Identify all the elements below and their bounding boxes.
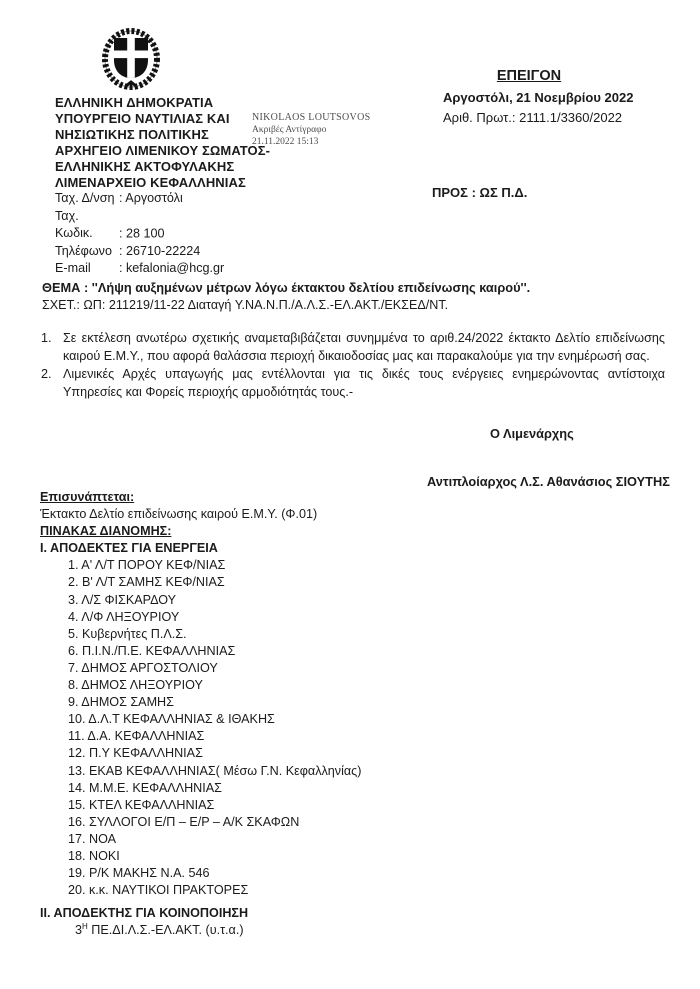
org-line: ΛΙΜΕΝΑΡΧΕΙΟ ΚΕΦΑΛΛΗΝΙΑΣ — [55, 174, 246, 190]
contact-value: : kefalonia@hcg.gr — [119, 261, 225, 275]
letterhead-org-block — [55, 95, 270, 190]
distribution-item: 19. Ρ/Κ ΜΑΚΗΣ Ν.Α. 546 — [68, 866, 210, 881]
subject-line: ΘΕΜΑ : ''Λήψη αυξημένων μέτρων λόγω έκτακτου δελτίου επιδείνωσης καιρού''. — [42, 280, 531, 295]
greek-coat-of-arms-emblem — [100, 26, 162, 92]
org-line: ΥΠΟΥΡΓΕΙΟ ΝΑΥΤΙΛΙΑΣ ΚΑΙ — [55, 110, 230, 126]
distribution-item: 9. ΔΗΜΟΣ ΣΑΜΗΣ — [68, 695, 174, 710]
distribution-item: 6. Π.Ι.Ν./Π.Ε. ΚΕΦΑΛΛΗΝΙΑΣ — [68, 643, 236, 658]
stamp-datetime: 21.11.2022 15:13 — [252, 137, 319, 147]
org-line: ΝΗΣΙΩΤΙΚΗΣ ΠΟΛΙΤΙΚΗΣ — [55, 126, 209, 142]
contact-value: : Αργοστόλι — [119, 191, 183, 205]
contact-row-address — [55, 190, 224, 208]
reference-line: ΣΧΕΤ.: ΩΠ: 211219/11-22 Διαταγή Υ.ΝΑ.Ν.Π./Α.Λ.Σ.-ΕΛ.ΑΚΤ./ΕΚΣΕΔ/ΝΤ. — [42, 298, 449, 312]
contact-row-postcode — [55, 208, 224, 243]
distribution-item: 12. Π.Υ ΚΕΦΑΛΛΗΝΙΑΣ — [68, 746, 203, 761]
distribution-item: 2. Β' Λ/Τ ΣΑΜΗΣ ΚΕΦ/ΝΙΑΣ — [68, 575, 225, 590]
stamp-signer-name: NIKOLAOS LOUTSOVOS — [252, 112, 371, 123]
distribution-item: 10. Δ.Λ.Τ ΚΕΦΑΛΛΗΝΙΑΣ & ΙΘΑΚΗΣ — [68, 712, 275, 727]
distribution-item: 4. Λ/Φ ΛΗΞΟΥΡΙΟΥ — [68, 609, 180, 624]
header-right-block — [443, 68, 634, 125]
distribution-cc-item — [40, 922, 361, 939]
body-paragraph — [40, 330, 665, 366]
distribution-item: 20. κ.κ. ΝΑΥΤΙΚΟΙ ΠΡΑΚΤΟΡΕΣ — [68, 883, 249, 898]
attachment-item: Έκτακτο Δελτίο επιδείνωσης καιρού Ε.Μ.Υ. (Φ.01) — [40, 507, 318, 522]
contact-block — [55, 190, 224, 278]
distribution-item: 15. ΚΤΕΛ ΚΕΦΑΛΛΗΝΙΑΣ — [68, 797, 215, 812]
signatory-name: Αντιπλοίαρχος Λ.Σ. Αθανάσιος ΣΙΟΥΤΗΣ — [427, 474, 670, 489]
distribution-item: 14. Μ.Μ.Ε. ΚΕΦΑΛΛΗΝΙΑΣ — [68, 780, 222, 795]
stamp-certified-copy-label: Ακριβές Αντίγραφο — [252, 125, 327, 135]
contact-label: Ταχ. Κωδικ. — [55, 208, 93, 240]
cc-item-number: 3 — [75, 923, 83, 938]
distribution-item: 1. Α' Λ/Τ ΠΟΡΟΥ ΚΕΦ/ΝΙΑΣ — [68, 558, 226, 573]
distribution-section1-title: Ι. ΑΠΟΔΕΚΤΕΣ ΓΙΑ ΕΝΕΡΓΕΙΑ — [40, 541, 218, 556]
signatory-title: Ο Λιμενάρχης — [490, 426, 574, 441]
distribution-item: 5. Κυβερνήτες Π.Λ.Σ. — [68, 626, 187, 641]
distribution-item: 13. ΕΚΑΒ ΚΕΦΑΛΛΗΝΙΑΣ( Μέσω Γ.Ν. Κεφαλληνίας) — [68, 763, 362, 778]
place-and-date: Αργοστόλι, 21 Νοεμβρίου 2022 — [443, 90, 634, 105]
org-line: ΕΛΛΗΝΙΚΗΣ ΑΚΤΟΦΥΛΑΚΗΣ — [55, 158, 235, 174]
contact-value: : 28 100 — [119, 226, 165, 240]
org-line: ΑΡΧΗΓΕΙΟ ΛΙΜΕΝΙΚΟΥ ΣΩΜΑΤΟΣ- — [55, 142, 271, 158]
paragraph-text: Λιμενικές Αρχές υπαγωγής μας εντέλλονται για τις δικές τους ενέργειες ενημερώνοντας αντίστοιχα Υπηρεσίες και Φορείς περιοχής αρμοδιότητάς τους.- — [63, 366, 665, 399]
contact-label: E-mail — [55, 261, 91, 275]
contact-row-phone — [55, 243, 224, 261]
attachment-heading: Επισυνάπτεται: — [40, 490, 135, 504]
distribution-section — [40, 489, 361, 939]
urgency-label: ΕΠΕΙΓΟΝ — [496, 68, 562, 84]
contact-label: Ταχ. Δ/νση — [55, 191, 115, 205]
contact-row-email — [55, 260, 224, 278]
paragraph-number: 2. — [41, 366, 52, 381]
distribution-item: 18. ΝΟΚΙ — [68, 848, 120, 863]
distribution-item: 16. ΣΥΛΛΟΓΟΙ Ε/Π – Ε/Ρ – Α/Κ ΣΚΑΦΩΝ — [68, 814, 300, 829]
distribution-item: 8. ΔΗΜΟΣ ΛΗΞΟΥΡΙΟΥ — [68, 678, 203, 693]
distribution-item: 17. ΝΟΑ — [68, 831, 117, 846]
distribution-item: 11. Δ.Α. ΚΕΦΑΛΛΗΝΙΑΣ — [68, 729, 205, 744]
digital-signature-stamp — [252, 112, 370, 148]
protocol-number: Αριθ. Πρωτ.: 2111.1/3360/2022 — [443, 110, 623, 125]
contact-label: Τηλέφωνο — [55, 243, 112, 258]
recipient-line: ΠΡΟΣ : ΩΣ Π.Δ. — [432, 185, 528, 200]
paragraph-number: 1. — [41, 331, 52, 345]
distribution-item: 3. Λ/Σ ΦΙΣΚΑΡΔΟΥ — [68, 592, 177, 607]
letter-body — [40, 330, 665, 402]
paragraph-text: Σε εκτέλεση ανωτέρω σχετικής αναμεταβιβάζεται συνημμένα το αριθ.24/2022 έκτακτο Δελτίο επιδείνωσης καιρού Ε.Μ.Υ., που αφορά θαλάσσια περιοχή δικαιοδοσίας μας και παρακαλούμε για την ενημέρωσή σας. — [63, 331, 665, 363]
distribution-title: ΠΙΝΑΚΑΣ ΔΙΑΝΟΜΗΣ: — [40, 524, 172, 539]
cc-item-superscript: Η — [82, 922, 88, 932]
contact-value: : 26710-22224 — [119, 243, 201, 258]
body-paragraph — [40, 366, 665, 402]
distribution-section2-title: ΙΙ. ΑΠΟΔΕΚΤΗΣ ΓΙΑ ΚΟΙΝΟΠΟΙΗΣΗ — [40, 906, 249, 921]
distribution-item: 7. ΔΗΜΟΣ ΑΡΓΟΣΤΟΛΙΟΥ — [68, 660, 218, 675]
org-line: ΕΛΛΗΝΙΚΗ ΔΗΜΟΚΡΑΤΙΑ — [55, 95, 214, 110]
cc-item-text: ΠΕ.ΔΙ.Λ.Σ.-ΕΛ.ΑΚΤ. (υ.τ.α.) — [87, 923, 244, 938]
